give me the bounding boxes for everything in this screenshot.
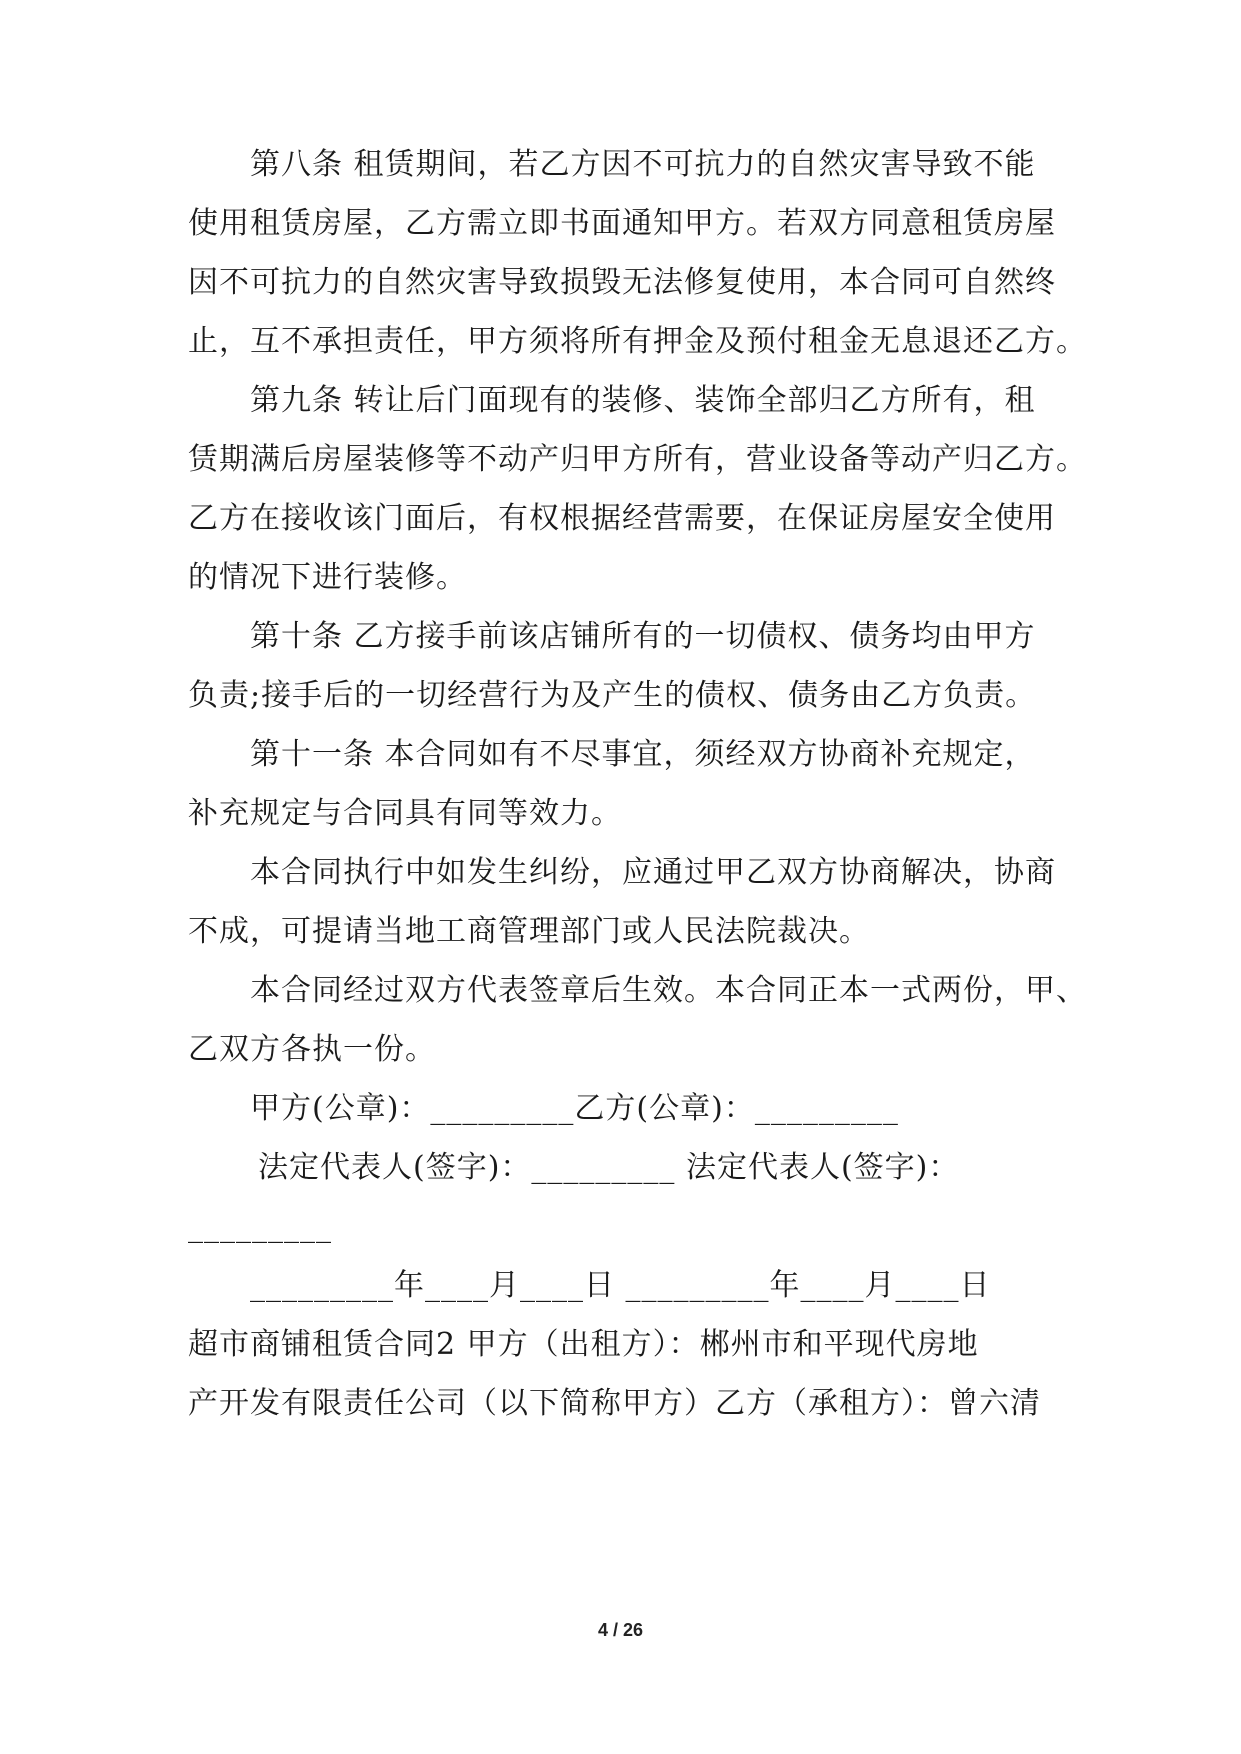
signature-line: 法定代表人(签字)：_________ 法定代表人(签字)： xyxy=(258,1150,960,1185)
paragraph-line: 本合同经过双方代表签章后生效。本合同正本一式两份，甲、 xyxy=(250,973,1087,1008)
paragraph-line: 的情况下进行装修。 xyxy=(188,560,467,595)
paragraph-line: 乙方在接收该门面后，有权根据经营需要，在保证房屋安全使用 xyxy=(188,501,1056,536)
paragraph-line: 第九条 转让后门面现有的装修、装饰全部归乙方所有，租 xyxy=(250,383,1036,418)
paragraph-line: 因不可抗力的自然灾害导致损毁无法修复使用，本合同可自然终 xyxy=(188,265,1056,300)
date-line: _________年____月____日 _________年____月____日 xyxy=(250,1268,991,1303)
page-number: 4 / 26 xyxy=(597,1620,644,1640)
paragraph-line: 止，互不承担责任，甲方须将所有押金及预付租金无息退还乙方。 xyxy=(188,324,1087,359)
paragraph-line: 本合同执行中如发生纠纷，应通过甲乙双方协商解决，协商 xyxy=(250,855,1056,890)
paragraph-line: 不成，可提请当地工商管理部门或人民法院裁决。 xyxy=(188,914,870,949)
paragraph-line: 赁期满后房屋装修等不动产归甲方所有，营业设备等动产归乙方。 xyxy=(188,442,1087,477)
paragraph-line: 使用租赁房屋，乙方需立即书面通知甲方。若双方同意租赁房屋 xyxy=(188,206,1056,241)
paragraph-line: 补充规定与合同具有同等效力。 xyxy=(188,796,622,831)
paragraph-line: 产开发有限责任公司（以下简称甲方）乙方（承租方）：曾六清 xyxy=(188,1386,1041,1421)
signature-line: _________ xyxy=(188,1209,332,1244)
paragraph-line: 超市商铺租赁合同2 甲方（出租方）：郴州市和平现代房地 xyxy=(188,1327,979,1362)
paragraph-line: 乙双方各执一份。 xyxy=(188,1032,436,1067)
paragraph-line: 第十一条 本合同如有不尽事宜，须经双方协商补充规定， xyxy=(250,737,1036,772)
paragraph-line: 第八条 租赁期间，若乙方因不可抗力的自然灾害导致不能 xyxy=(250,147,1036,182)
paragraph-line: 负责;接手后的一切经营行为及产生的债权、债务由乙方负责。 xyxy=(188,678,1037,713)
signature-line: 甲方(公章)：_________乙方(公章)：_________ xyxy=(250,1091,899,1126)
paragraph-line: 第十条 乙方接手前该店铺所有的一切债权、债务均由甲方 xyxy=(250,619,1036,654)
